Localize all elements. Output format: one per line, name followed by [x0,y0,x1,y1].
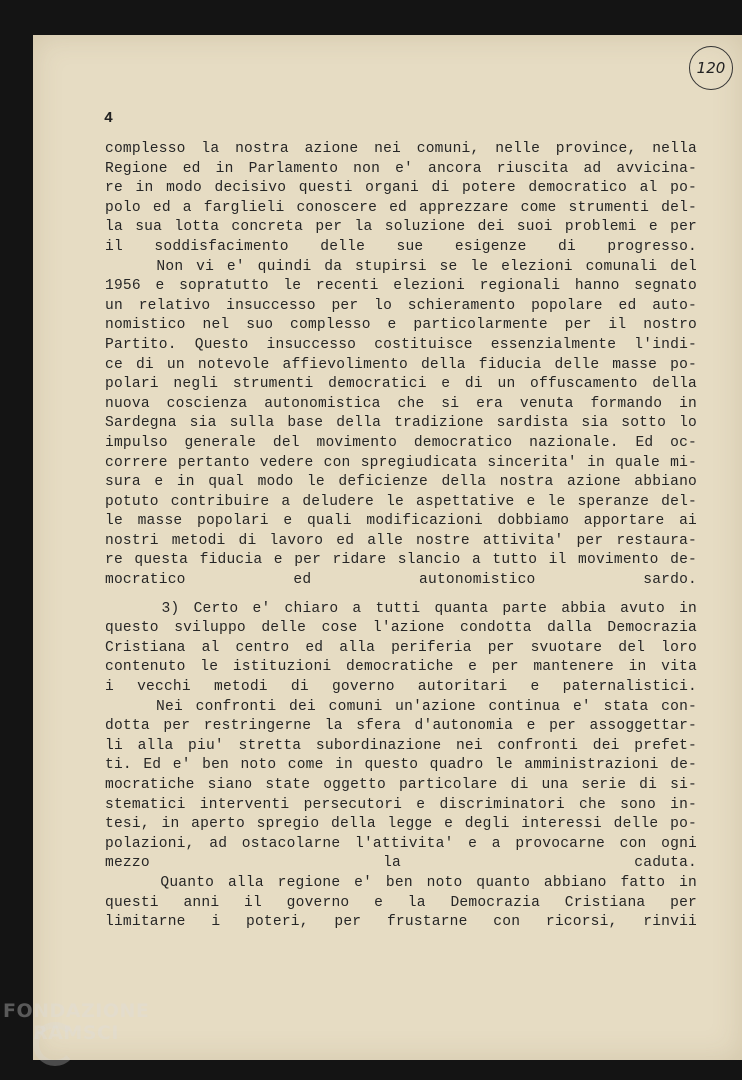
text-line: tesi, in aperto spregio della legge e degli interessi delle po- [105,816,697,833]
text-line: limitarne i poteri, per frustarne con ricorsi, rinvii [105,914,697,931]
text-line: Non vi e' quindi da stupirsi se le elezioni comunali del [105,258,697,275]
text-line: impulso generale del movimento democratico nazionale. Ed oc- [105,434,697,451]
text-line: mezzo la caduta. [105,855,697,872]
watermark-line-2: RAMSCI [33,1022,119,1044]
text-line: la sua lotta concreta per la soluzione dei suoi problemi e per [105,219,697,236]
text-line: nuova coscienza autonomistica che si era venuta formando in [105,395,697,412]
text-line: ti. Ed e' ben noto come in questo quadro le amministrazioni de- [105,757,697,774]
paragraph-group-2 [105,600,697,933]
text-line: questi anni il governo e la Democrazia Cristiana per [105,894,697,911]
text-line: potuto contribuire a deludere le aspettative e le speranze del- [105,493,697,510]
text-line: le masse popolari e quali modificazioni dobbiamo apportare ai [105,513,697,530]
text-line: re questa fiducia e per ridare slancio a tutto il movimento de- [105,552,697,569]
text-line: i vecchi metodi di governo autoritari e paternalistici. [105,679,697,696]
document-body [105,140,697,933]
archive-number-text: 120 [696,59,726,77]
archive-page-stamp [689,46,733,90]
text-line: nomistico nel suo complesso e particolarmente per il nostro [105,317,697,334]
text-line: mocratico ed autonomistico sardo. [105,572,697,589]
text-line: Nei confronti dei comuni un'azione continua e' stata con- [105,698,697,715]
page-number: 4 [104,110,114,127]
text-line: polo ed a farglieli conoscere ed apprezzare come strumenti del- [105,199,697,216]
text-line: Partito. Questo insuccesso costituisce essenzialmente l'indi- [105,336,697,353]
paragraph-gap [105,591,697,600]
text-line: Sardegna sia sulla base della tradizione sardista sia sotto lo [105,415,697,432]
text-line: polari negli strumenti democratici e di un offuscamento della [105,376,697,393]
text-line: contenuto le istituzioni democratiche e per mantenere in vita [105,659,697,676]
text-line: dotta per restringerne la sfera d'autonomia e per assoggettar- [105,718,697,735]
text-line: polazioni, ad ostacolarne l'attivita' e a provocarne con ogni [105,835,697,852]
text-line: stematici interventi persecutori e discriminatori che sono in- [105,796,697,813]
paragraph-group-1 [105,140,697,591]
text-line: complesso la nostra azione nei comuni, nelle province, nella [105,141,697,157]
watermark [3,1000,149,1044]
text-line: 3) Certo e' chiaro a tutti quanta parte abbia avuto in [105,600,697,617]
watermark-line-1: FONDAZIONE [3,1000,150,1022]
text-line: Quanto alla regione e' ben noto quanto abbiano fatto in [105,874,697,891]
text-line: mocratiche siano state oggetto particolare di una serie di si- [105,777,697,793]
text-line: re in modo decisivo questi organi di potere democratico al po- [105,180,697,197]
text-line: li alla piu' stretta subordinazione nei confronti dei prefet- [105,737,697,754]
text-line: questo sviluppo delle cose l'azione condotta dalla Democrazia [105,620,697,637]
text-line: Regione ed in Parlamento non e' ancora riuscita ad avvicina- [105,160,697,177]
text-line: ce di un notevole affievolimento della fiducia delle masse po- [105,356,697,373]
text-line: un relativo insuccesso per lo schieramento popolare ed auto- [105,297,697,314]
text-line: correre pertanto vedere con spregiudicata sincerita' in quale mi- [105,454,697,471]
text-line: 1956 e sopratutto le recenti elezioni regionali hanno segnato [105,278,697,295]
text-line: nostri metodi di lavoro ed alle nostre attivita' per restaura- [105,532,697,549]
text-line: sura e in qual modo le deficienze della nostra azione abbiano [105,474,697,491]
text-line: il soddisfacimento delle sue esigenze di progresso. [105,238,697,255]
text-line: Cristiana al centro ed alla periferia per svuotare del loro [105,639,697,656]
